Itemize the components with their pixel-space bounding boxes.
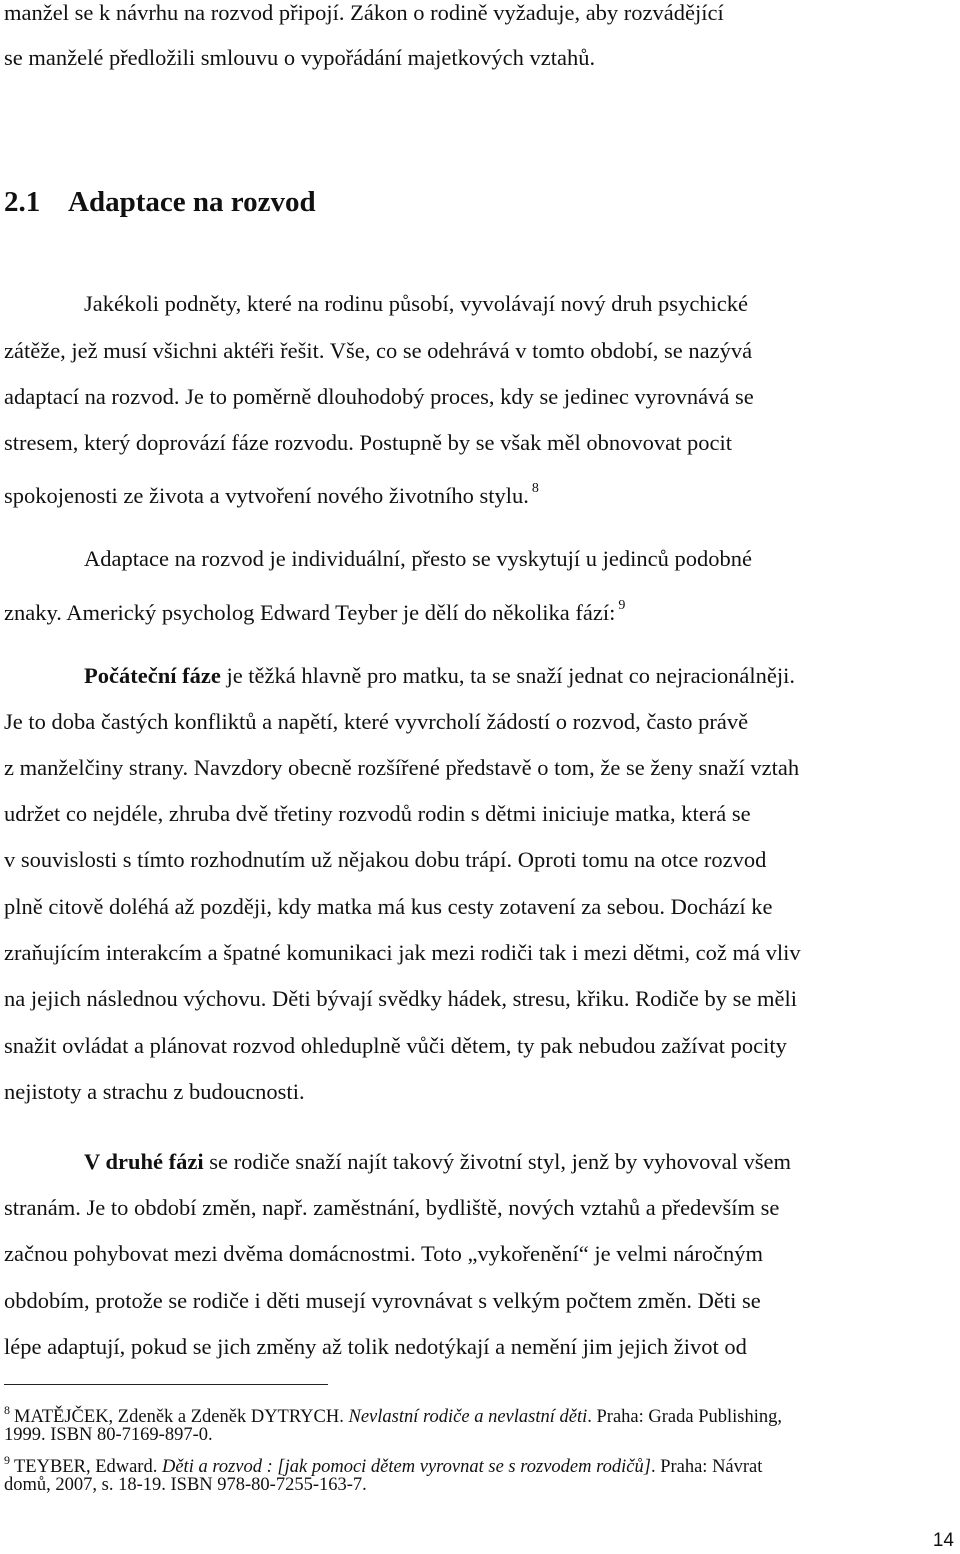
paragraph-line: Počáteční fáze je těžká hlavně pro matku, ta se snaží jednat co nejracionálněji. [84, 663, 795, 688]
paragraph-line: nejistoty a strachu z budoucnosti. [4, 1079, 305, 1104]
paragraph-line: V druhé fázi se rodiče snaží najít takový životní styl, jenž by vyhovoval všem [84, 1149, 791, 1174]
paragraph-line: znaky. Americký psycholog Edward Teyber je dělí do několika fází: $^9$ [4, 598, 626, 625]
paragraph-line: v souvislosti s tímto rozhodnutím už nějakou dobu trápí. Oproti tomu na otce rozvod [4, 847, 767, 872]
paragraph-line: adaptací na rozvod. Je to poměrně dlouhodobý proces, kdy se jedinec vyrovnává se [4, 384, 754, 409]
paragraph-line: začnou pohybovat mezi dvěma domácnostmi. Toto „vykořenění“ je velmi náročným [4, 1241, 764, 1266]
paragraph-line: z manželčiny strany. Navzdory obecně rozšířené představě o tom, že se ženy snaží vztah [4, 755, 800, 780]
phase-term: V druhé fázi [84, 1149, 204, 1174]
phase-term: Počáteční fáze [84, 663, 221, 688]
section-heading [4, 186, 316, 219]
text-line: manžel se k návrhu na rozvod připojí. Zákon o rodině vyžaduje, aby rozvádějící [4, 0, 724, 25]
footnote-9-line2: domů, 2007, s. 18-19. ISBN 978-80-7255-163-7. [4, 1475, 367, 1495]
footnote-9: $^9$ TEYBER, Edward. Děti a rozvod : [jak pomoci dětem vyrovnat se s rozvodem rodičů]. Praha: Návrat [4, 1453, 763, 1477]
paragraph-line: Adaptace na rozvod je individuální, přesto se vyskytují u jedinců podobné [84, 546, 752, 571]
paragraph-line: lépe adaptují, pokud se jich změny až tolik nedotýkají a nemění jim jejich život od [4, 1334, 747, 1359]
footnote-title: Nevlastní rodiče a nevlastní děti [348, 1407, 588, 1427]
section-title: Adaptace na rozvod [68, 186, 316, 218]
footnote-number: 8 [4, 1403, 10, 1417]
page-number: 14 [932, 1530, 954, 1551]
paragraph-line: zátěže, jež musí všichni aktéři řešit. Vše, co se odehrává v tomto období, se nazývá [4, 338, 753, 363]
footnote-ref: 8 [531, 481, 539, 496]
text-line: se manželé předložili smlouvu o vypořádání majetkových vztahů. [4, 45, 596, 70]
footnote-title: Děti a rozvod : [jak pomoci dětem vyrovnat se s rozvodem rodičů] [161, 1457, 651, 1477]
paragraph-line: Je to doba častých konfliktů a napětí, které vyvrcholí žádostí o rozvod, často právě [4, 709, 749, 734]
paragraph-line: udržet co nejdéle, zhruba dvě třetiny rozvodů rodin s dětmi iniciuje matka, která se [4, 801, 751, 826]
paragraph-line: snažit ovládat a plánovat rozvod ohleduplně vůči dětem, ty pak nebudou zažívat pocity [4, 1033, 787, 1058]
footnote-ref: 9 [618, 598, 626, 613]
footnote-8: $^8$ MATĚJČEK, Zdeněk a Zdeněk DYTRYCH. Nevlastní rodiče a nevlastní děti. Praha: Grada Publishing, [4, 1403, 782, 1427]
paragraph-line: plně citově doléhá až později, kdy matka má kus cesty zotavení za sebou. Dochází ke [4, 894, 773, 919]
paragraph-line: zraňujícím interakcím a špatné komunikaci jak mezi rodiči tak i mezi dětmi, což má vliv [4, 940, 801, 965]
footnote-divider [4, 1384, 328, 1385]
footnote-number: 9 [4, 1453, 10, 1467]
section-number: 2.1 [4, 186, 41, 218]
paragraph-line: Jakékoli podněty, které na rodinu působí, vyvolávají nový druh psychické [84, 291, 749, 316]
paragraph-line: stranám. Je to období změn, např. zaměstnání, bydliště, nových vztahů a především se [4, 1195, 780, 1220]
paragraph-line: spokojenosti ze života a vytvoření nového životního stylu. $^8$ [4, 481, 539, 508]
footnote-8-line2: 1999. ISBN 80-7169-897-0. [4, 1425, 213, 1445]
paragraph-line: obdobím, protože se rodiče i děti musejí vyrovnávat s velkým počtem změn. Děti se [4, 1288, 761, 1313]
paragraph-line: stresem, který doprovází fáze rozvodu. Postupně by se však měl obnovovat pocit [4, 430, 732, 455]
paragraph-line: na jejich následnou výchovu. Děti bývají svědky hádek, stresu, křiku. Rodiče by se měli [4, 986, 797, 1011]
